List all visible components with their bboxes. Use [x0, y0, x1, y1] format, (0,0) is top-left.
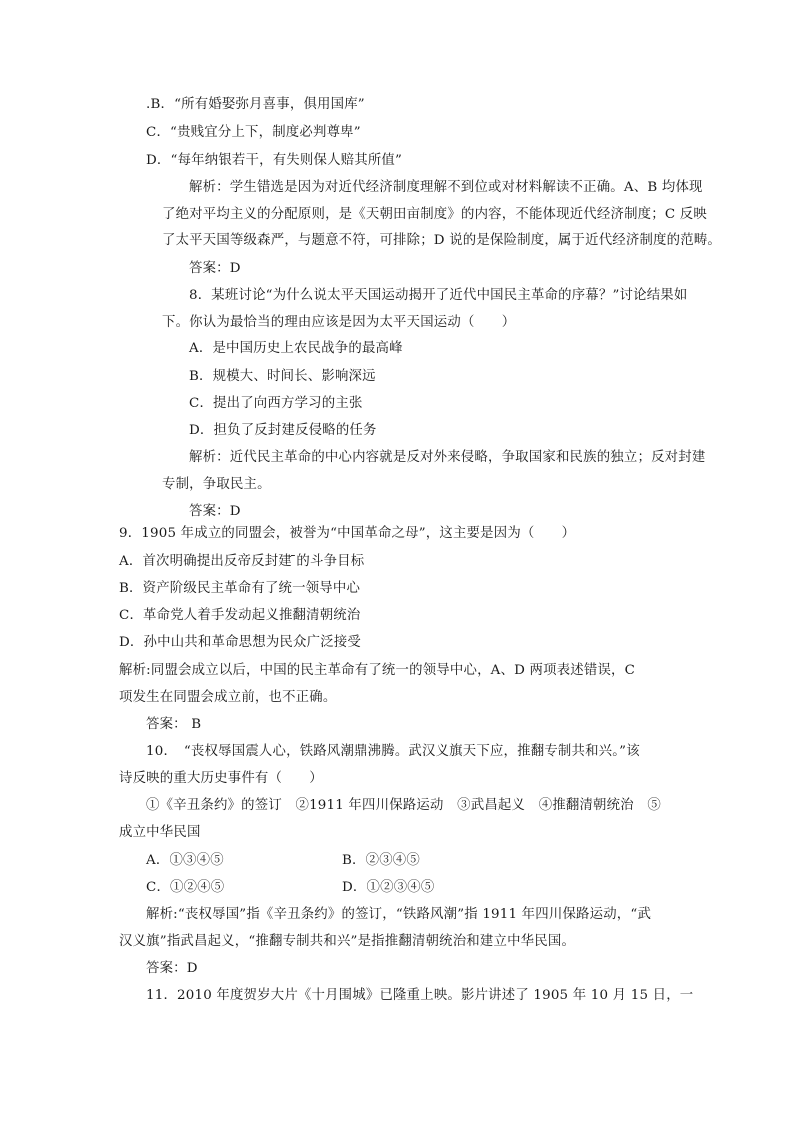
- choice-list: 成立中华民国: [119, 825, 201, 840]
- question-10: 诗反映的重大历史事件有（ ）: [119, 771, 323, 786]
- answer-text: 答案：D: [146, 961, 198, 976]
- analysis-text: 解析:“丧权辱国”指《辛丑条约》的签订，“铁路风潮”指 1911 年四川保路运动，“武: [146, 907, 652, 922]
- option-d: D．孙中山共和革命思想为民众广泛接受: [119, 635, 361, 650]
- analysis-text: 了太平天国等级森严，与题意不符，可排除；D 说的是保险制度，属于近代经济制度的范畴。: [162, 233, 722, 248]
- analysis-text: 专制，争取民主。: [162, 477, 271, 492]
- answer-text: 答案：D: [189, 504, 241, 519]
- option-c: C．“贵贱宜分上下，制度必判尊卑”: [146, 125, 361, 140]
- analysis-text: 汉义旗”指武昌起义，“推翻专制共和兴”是指推翻清朝统治和建立中华民国。: [119, 934, 576, 949]
- analysis-text: 解析:同盟会成立以后，中国的民主革命有了统一的领导中心，A、D 两项表述错误，C: [119, 663, 636, 678]
- question-8: 8．某班讨论“为什么说太平天国运动揭开了近代中国民主革命的序幕？”讨论结果如: [189, 288, 688, 303]
- option-c: C．提出了向西方学习的主张: [189, 396, 363, 411]
- analysis-text: 解析：近代民主革命的中心内容就是反对外来侵略，争取国家和民族的独立；反对封建: [189, 450, 706, 465]
- option-b: B．资产阶级民主革命有了统一领导中心: [119, 581, 361, 596]
- option-b: .B．“所有婚娶弥月喜事，俱用国库”: [146, 97, 365, 112]
- answer-text: 答案：D: [189, 261, 241, 276]
- option-a: A．是中国历史上农民战争的最高峰: [189, 341, 403, 356]
- choice-list: ①《辛丑条约》的签订 ②1911 年四川保路运动 ③武昌起义 ④推翻清朝统治 ⑤: [146, 798, 662, 813]
- question-8: 下。你认为最恰当的理由应该是因为太平天国运动（ ）: [162, 315, 516, 330]
- option-b: B．②③④⑤: [342, 853, 420, 868]
- option-d: D．担负了反封建反侵略的任务: [189, 423, 377, 438]
- option-b: B．规模大、时间长、影响深远: [189, 369, 376, 384]
- option-a: A．首次明确提出反帝反封建 ̄的斗争目标: [119, 554, 365, 569]
- answer-text: 答案： B: [146, 717, 202, 732]
- question-11: 11．2010 年度贺岁大片《十月围城》已隆重上映。影片讲述了 1905 年 10 月 15 日，一: [146, 988, 694, 1003]
- analysis-text: 解析：学生错选是因为对近代经济制度理解不到位或对材料解读不正确。A、B 均体现: [189, 180, 703, 195]
- option-d: D．①②③④⑤: [342, 880, 435, 895]
- analysis-text: 项发生在同盟会成立前，也不正确。: [119, 690, 337, 705]
- question-10: 10． “丧权辱国震人心，铁路风潮鼎沸腾。武汉义旗天下应，推翻专制共和兴。”该: [146, 744, 640, 759]
- option-c: C．①②④⑤: [146, 880, 225, 895]
- question-9: 9．1905 年成立的同盟会，被誉为“中国革命之母”，这主要是因为（ ）: [119, 526, 576, 541]
- option-d: D．“每年纳银若干，有失则保人赔其所值”: [146, 153, 403, 168]
- option-c: C．革命党人着手发动起义推翻清朝统治: [119, 608, 361, 623]
- analysis-text: 了绝对平均主义的分配原则，是《天朝田亩制度》的内容，不能体现近代经济制度；C 反映: [162, 207, 707, 222]
- option-a: A．①③④⑤: [146, 853, 224, 868]
